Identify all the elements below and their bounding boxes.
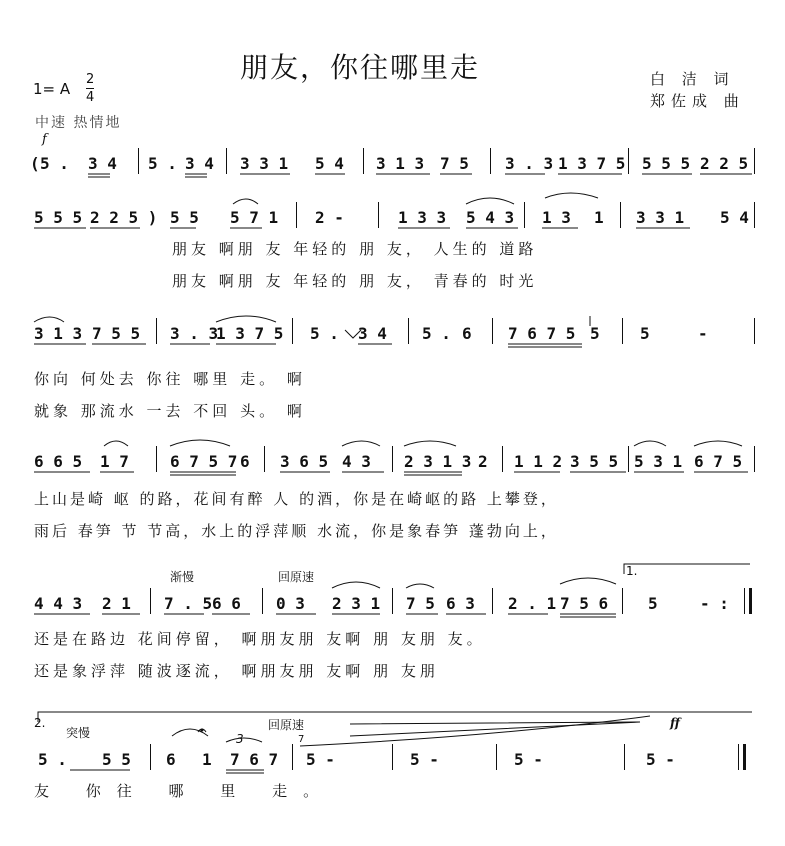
note: 5 4 — [315, 154, 344, 173]
grace-note: 7 — [298, 734, 305, 745]
note: 5 5 — [102, 750, 131, 769]
slur — [332, 582, 380, 588]
note: 3 1 3 — [376, 154, 425, 173]
time-signature-top: 2 — [86, 72, 95, 87]
note: 1 — [202, 750, 212, 769]
note: 5 7 1 — [230, 208, 279, 227]
lyrics-verse-1: 朋友 啊朋 友 年轻的 朋 友， 人生的 道路 — [172, 240, 538, 258]
note: 5 — [648, 594, 658, 613]
note: 5 4 — [720, 208, 749, 227]
note: 6 6 — [212, 594, 241, 613]
note: 2 - — [315, 208, 344, 227]
note: 6 — [240, 452, 250, 471]
note: 1 3 7 5 — [558, 154, 626, 173]
note: ( — [30, 154, 40, 173]
note: 2 1 — [102, 594, 131, 613]
note: 5 . — [38, 750, 67, 769]
lyricist-credit: 白 洁 词 — [650, 70, 735, 88]
slur — [300, 716, 650, 746]
note: 6 6 5 — [34, 452, 83, 471]
first-ending-marking: 1. — [626, 564, 638, 578]
time-signature-bottom: 4 — [86, 90, 95, 105]
note: 3 4 — [358, 324, 387, 343]
first-ending-bracket — [624, 564, 750, 574]
note: 7 . 5 — [164, 594, 213, 613]
note: 5 4 3 — [466, 208, 515, 227]
note: 5 . — [310, 324, 339, 343]
note: 1 3 — [542, 208, 571, 227]
note: 5 - — [306, 750, 335, 769]
note: - — [698, 324, 708, 343]
note: 0 3 — [276, 594, 305, 613]
a-tempo-marking: 回原速 — [278, 570, 315, 584]
note: 7 5 5 — [92, 324, 141, 343]
slur — [404, 441, 456, 446]
note: 1 1 2 — [514, 452, 563, 471]
note: 7 5 6 — [560, 594, 609, 613]
page-title: 朋友，你往哪里走 — [240, 51, 481, 84]
note: 5 - — [410, 750, 439, 769]
lyrics-verse-2: 雨后 春笋 节 节高，水上的浮萍顺 水流，你是象春笋 蓬勃向上， — [34, 522, 559, 540]
note: 5 - — [514, 750, 543, 769]
slur — [34, 317, 64, 322]
note: 6 7 5 7 — [170, 452, 238, 471]
slur — [406, 584, 434, 588]
breath-mark — [345, 330, 361, 338]
note: 5 5 5 — [34, 208, 83, 227]
slur — [170, 440, 230, 446]
note: 4 3 — [342, 452, 371, 471]
note: 1 3 7 5 — [216, 324, 284, 343]
a-tempo-marking: 回原速 — [268, 718, 305, 732]
triplet-marking: 3 — [236, 732, 244, 746]
sudden-slow-marking: 突慢 — [66, 726, 91, 740]
note: 3 . 3 — [505, 154, 554, 173]
slur — [216, 316, 276, 322]
note: 1 — [594, 208, 604, 227]
note: 7 6 7 — [230, 750, 279, 769]
note: 3 1 3 — [34, 324, 83, 343]
fortissimo-marking: ff — [670, 716, 680, 730]
note: 1 7 — [100, 452, 129, 471]
note: 7 5 — [406, 594, 435, 613]
slur — [233, 199, 258, 204]
note: 4 4 3 — [34, 594, 83, 613]
slur — [634, 441, 666, 446]
key-signature: 1= A — [33, 80, 71, 98]
lyrics-verse-1: 你向 何处去 你往 哪里 走。 啊 — [34, 370, 306, 388]
note: 2 — [478, 452, 488, 471]
note: 7 5 — [440, 154, 469, 173]
note: 5 3 1 — [634, 452, 683, 471]
lyrics-verse-2: 就象 那流水 一去 不回 头。 啊 — [34, 402, 306, 420]
note: 3 3 1 — [240, 154, 289, 173]
note: 3 4 — [185, 154, 214, 173]
note: - : — [700, 594, 729, 613]
note: 6 3 — [446, 594, 475, 613]
slur — [694, 441, 742, 446]
slur — [560, 578, 616, 584]
slur — [545, 193, 598, 198]
fermata-dot — [201, 729, 203, 731]
note: 5 . — [40, 154, 69, 173]
note: 6 — [166, 750, 176, 769]
note: 2 3 1 — [332, 594, 381, 613]
note: 5 — [640, 324, 650, 343]
slur — [466, 198, 514, 204]
composer-credit: 郑佐成 曲 — [650, 92, 745, 110]
lyrics-verse-1: 还是在路边 花间停留， 啊朋友朋 友啊 朋 友朋 友。 — [34, 630, 486, 648]
note: 3 6 5 — [280, 452, 329, 471]
note: 3 4 — [88, 154, 117, 173]
slur — [342, 441, 380, 446]
note: 5 5 — [170, 208, 199, 227]
note: 2 . 1 — [508, 594, 557, 613]
note: 6 7 5 — [694, 452, 743, 471]
lyrics-verse-1: 上山是崎 岖 的路，花间有醉 人 的酒，你是在崎岖的路 上攀登， — [34, 490, 559, 508]
note: 3 . 3 — [170, 324, 219, 343]
lyrics-verse-1: 友 你往 哪 里 走。 — [34, 782, 335, 800]
note: 3 5 5 — [570, 452, 619, 471]
note: 5 - — [646, 750, 675, 769]
note: 6 — [462, 324, 472, 343]
note: 5 5 5 — [642, 154, 691, 173]
ritardando-marking: 渐慢 — [170, 570, 195, 584]
note: 3 3 1 — [636, 208, 685, 227]
note: 2 2 5 — [700, 154, 749, 173]
lyrics-verse-2: 朋友 啊朋 友 年轻的 朋 友， 青春的 时光 — [172, 272, 538, 290]
dynamic-marking: f — [42, 132, 47, 147]
note: 2 2 5 ) — [90, 208, 158, 227]
triplet-bracket — [226, 738, 262, 742]
note: 7 6 7 5 — [508, 324, 576, 343]
note: 5 — [590, 324, 600, 343]
lyrics-verse-2: 还是象浮萍 随波逐流， 啊朋友朋 友啊 朋 友朋 — [34, 662, 439, 680]
note: 5 . — [422, 324, 451, 343]
second-ending-marking: 2. — [34, 716, 46, 730]
note: 2 3 1 3 — [404, 452, 472, 471]
slur — [104, 441, 128, 446]
tempo-marking: 中速 热情地 — [35, 115, 122, 131]
crescendo-hairpin — [350, 722, 640, 736]
note: 1 3 3 — [398, 208, 447, 227]
note: 5 . — [148, 154, 177, 173]
